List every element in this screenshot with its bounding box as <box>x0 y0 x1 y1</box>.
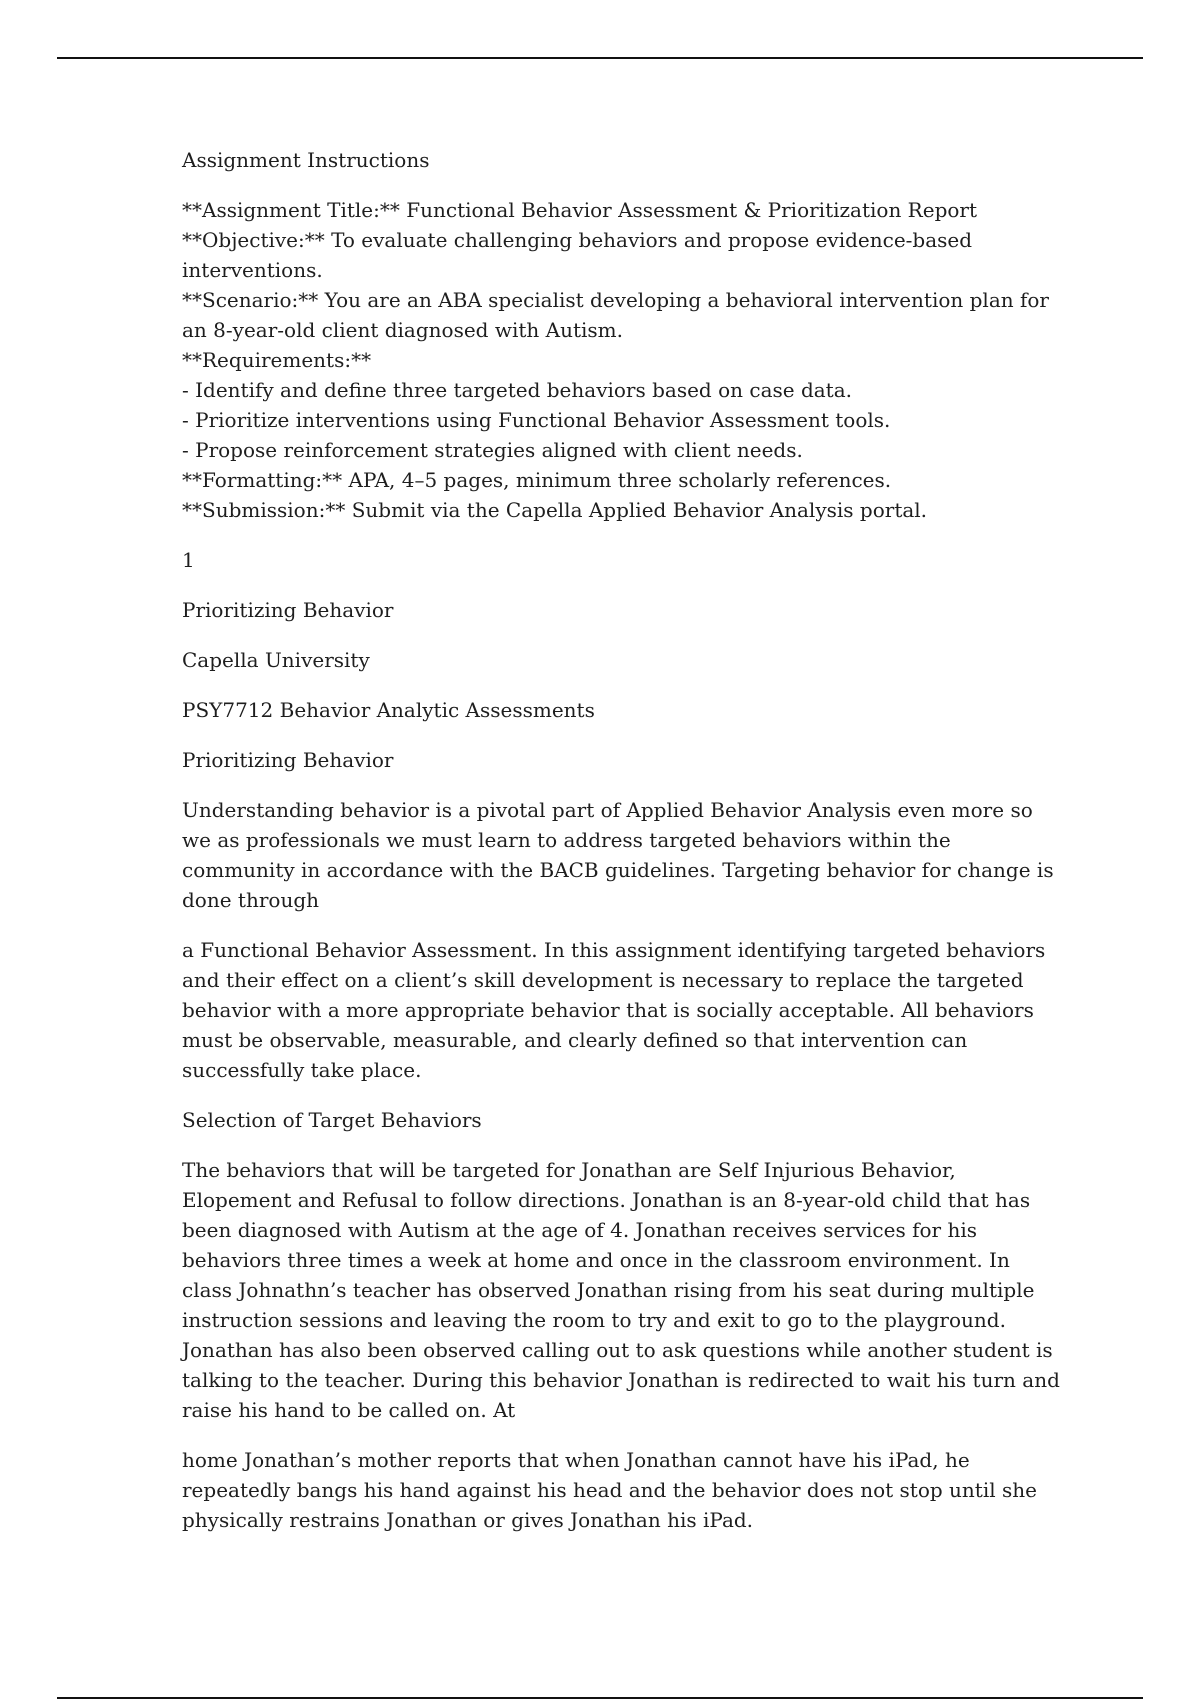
paragraph-target-behaviors: The behaviors that will be targeted for Jonathan are Self Injurious Behavior, Elopement and Refusal to follow directions. Jonathan is an 8-year-old child that has been diagnosed with Autism at the age of 4. Jonathan receives services for his behaviors three times a week at home and once in the classroom environment. In class Johnathn’s teacher has observed Jonathan rising from his seat during multiple instruction sessions and leaving the room to try and exit to go to the playground. Jonathan has also been observed calling out to ask questions while another student is talking to the teacher. During this behavior Jonathan is redirected to wait his turn and raise his hand to be called on. At <box>182 1158 1060 1422</box>
course-name: PSY7712 Behavior Analytic Assessments <box>182 698 595 722</box>
requirement-line: - Propose reinforcement strategies aligned with client needs. <box>182 438 803 462</box>
requirement-line: **Formatting:** APA, 4–5 pages, minimum three scholarly references. <box>182 468 892 492</box>
subheading-target-behaviors: Selection of Target Behaviors <box>182 1108 482 1132</box>
top-rule <box>57 57 1143 59</box>
assignment-heading: Assignment Instructions <box>182 148 430 172</box>
section-title: Prioritizing Behavior <box>182 748 394 772</box>
paragraph-fba: a Functional Behavior Assessment. In this assignment identifying targeted behaviors and their effect on a client’s skill development is necessary to replace the targeted behavior with a more appropriate behavior that is socially acceptable. All behaviors must be observable, measurable, and clearly defined so that intervention can successfully take place. <box>182 938 1046 1082</box>
requirements-block <box>182 195 1062 525</box>
requirement-line: **Requirements:** <box>182 348 372 372</box>
paragraph-intro: Understanding behavior is a pivotal part of Applied Behavior Analysis even more so we as professionals we must learn to address targeted behaviors within the community in accordance with the BACB guidelines. Targeting behavior for change is done through <box>182 798 1054 912</box>
page-number: 1 <box>182 548 195 572</box>
requirement-line: - Identify and define three targeted behaviors based on case data. <box>182 378 852 402</box>
bottom-rule <box>57 1697 1143 1699</box>
requirement-line: **Scenario:** You are an ABA specialist developing a behavioral intervention plan for an 8-year-old client diagnosed with Autism. <box>182 288 1056 342</box>
requirement-line: **Submission:** Submit via the Capella Applied Behavior Analysis portal. <box>182 498 928 522</box>
institution: Capella University <box>182 648 370 672</box>
document-body <box>182 145 1062 1555</box>
paper-title: Prioritizing Behavior <box>182 598 394 622</box>
requirement-line: **Objective:** To evaluate challenging behaviors and propose evidence-based interventions. <box>182 228 979 282</box>
requirement-line: **Assignment Title:** Functional Behavior Assessment & Prioritization Report <box>182 198 978 222</box>
requirement-line: - Prioritize interventions using Functional Behavior Assessment tools. <box>182 408 891 432</box>
paragraph-home-behavior: home Jonathan’s mother reports that when Jonathan cannot have his iPad, he repeatedly bangs his hand against his head and the behavior does not stop until she physically restrains Jonathan or gives Jonathan his iPad. <box>182 1448 1037 1532</box>
